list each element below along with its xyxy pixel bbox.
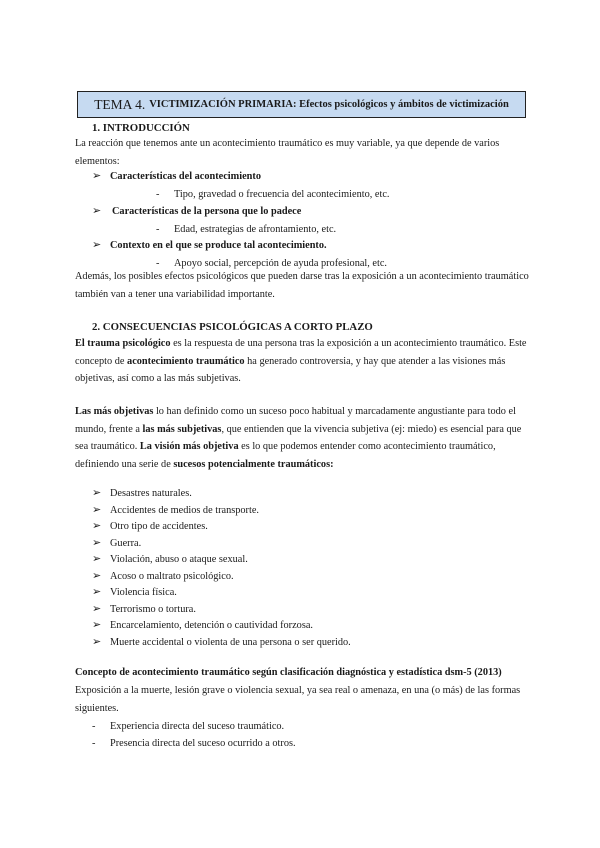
dsm-text: Exposición a la muerte, lesión grave o violencia sexual, ya sea real o amenaza, en una (o más) de las formas siguientes. <box>75 685 521 714</box>
factor-item-sub: Apoyo social, percepción de ayuda profesional, etc. <box>174 258 388 269</box>
bullet-arrow-icon: ➢ <box>92 170 102 182</box>
event-item: Violación, abuso o ataque sexual. <box>110 554 248 565</box>
dash-icon: - <box>92 738 96 749</box>
event-item: Otro tipo de accidentes. <box>110 521 208 532</box>
bullet-arrow-icon: ➢ <box>92 487 102 499</box>
bold-term: acontecimiento traumático <box>127 355 245 367</box>
bullet-arrow-icon: ➢ <box>92 636 102 648</box>
event-item: Violencia física. <box>110 587 177 598</box>
factor-item-label: Características del acontecimiento <box>110 171 261 182</box>
topic-title-box <box>77 91 526 118</box>
section-2-heading: 2. CONSECUENCIAS PSICOLÓGICAS A CORTO PLAZO <box>92 321 373 333</box>
section-1-closing: Además, los posibles efectos psicológicos que pueden darse tras la exposición a un acontecimiento traumático también van a tener una variabilidad importante. <box>75 271 529 300</box>
bullet-arrow-icon: ➢ <box>92 553 102 565</box>
event-item: Accidentes de medios de transporte. <box>110 505 259 516</box>
event-item: Guerra. <box>110 538 142 549</box>
dash-icon: - <box>156 258 160 269</box>
topic-title: VICTIMIZACIÓN PRIMARIA: Efectos psicológicos y ámbitos de victimización <box>149 99 509 110</box>
bullet-arrow-icon: ➢ <box>92 619 102 631</box>
bold-term: El trauma psicológico <box>75 338 171 349</box>
section-1-intro: La reacción que tenemos ante un acontecimiento traumático es muy variable, ya que depende de varios elementos: <box>75 138 500 167</box>
bullet-arrow-icon: ➢ <box>92 586 102 598</box>
trauma-paragraph: El trauma psicológico es la respuesta de una persona tras la exposición a un acontecimiento traumático. Este concepto de acontecimiento traumático ha generado controversia, y hay que atender a las visiones más objetivas, así como a las más subjetivas. <box>75 338 527 385</box>
bullet-arrow-icon: ➢ <box>92 537 102 549</box>
event-item: Terrorismo o tortura. <box>110 604 196 615</box>
factor-item-label: Características de la persona que lo padece <box>112 206 302 217</box>
factor-item-label: Contexto en el que se produce tal acontecimiento. <box>110 240 327 251</box>
bullet-arrow-icon: ➢ <box>92 603 102 615</box>
bullet-arrow-icon: ➢ <box>92 504 102 516</box>
bullet-arrow-icon: ➢ <box>92 239 102 251</box>
factor-item-sub: Edad, estrategias de afrontamiento, etc. <box>174 224 337 235</box>
section-1-heading: 1. INTRODUCCIÓN <box>92 122 190 134</box>
bullet-arrow-icon: ➢ <box>92 570 102 582</box>
dash-icon: - <box>92 721 96 732</box>
objective-subjective-paragraph: Las más objetivas lo han definido como un suceso poco habitual y marcadamente angustiante para todo el mundo, frente a las más subjetivas, que entienden que la vivencia subjetiva (ej: miedo) es esencial para que sea traumático. La visión más objetiva es lo que podemos entender como acontecimiento traumático, definiendo una serie de sucesos potencialmente traumáticos: <box>75 406 522 470</box>
bold-term: las más subjetivas <box>142 423 222 435</box>
dash-icon: - <box>156 189 160 200</box>
dsm-item: Presencia directa del suceso ocurrido a otros. <box>110 738 296 749</box>
event-item: Encarcelamiento, detención o cautividad forzosa. <box>110 620 313 631</box>
bold-term: La visión más objetiva <box>139 441 239 453</box>
event-item: Muerte accidental o violenta de una persona o ser querido. <box>110 637 351 648</box>
event-item: Desastres naturales. <box>110 488 192 499</box>
topic-number: TEMA 4. <box>94 96 146 112</box>
dash-icon: - <box>156 224 160 235</box>
dsm-heading: Concepto de acontecimiento traumático según clasificación diagnóstica y estadística dsm-5 (2013) <box>75 667 502 678</box>
bullet-arrow-icon: ➢ <box>92 520 102 532</box>
event-item: Acoso o maltrato psicológico. <box>110 571 234 582</box>
bold-term: sucesos potencialmente traumáticos: <box>173 458 334 470</box>
dsm-item: Experiencia directa del suceso traumático. <box>110 721 285 732</box>
bold-term: Las más objetivas <box>75 406 154 417</box>
factor-item-sub: Tipo, gravedad o frecuencia del acontecimiento, etc. <box>174 189 390 200</box>
bullet-arrow-icon: ➢ <box>92 205 102 217</box>
